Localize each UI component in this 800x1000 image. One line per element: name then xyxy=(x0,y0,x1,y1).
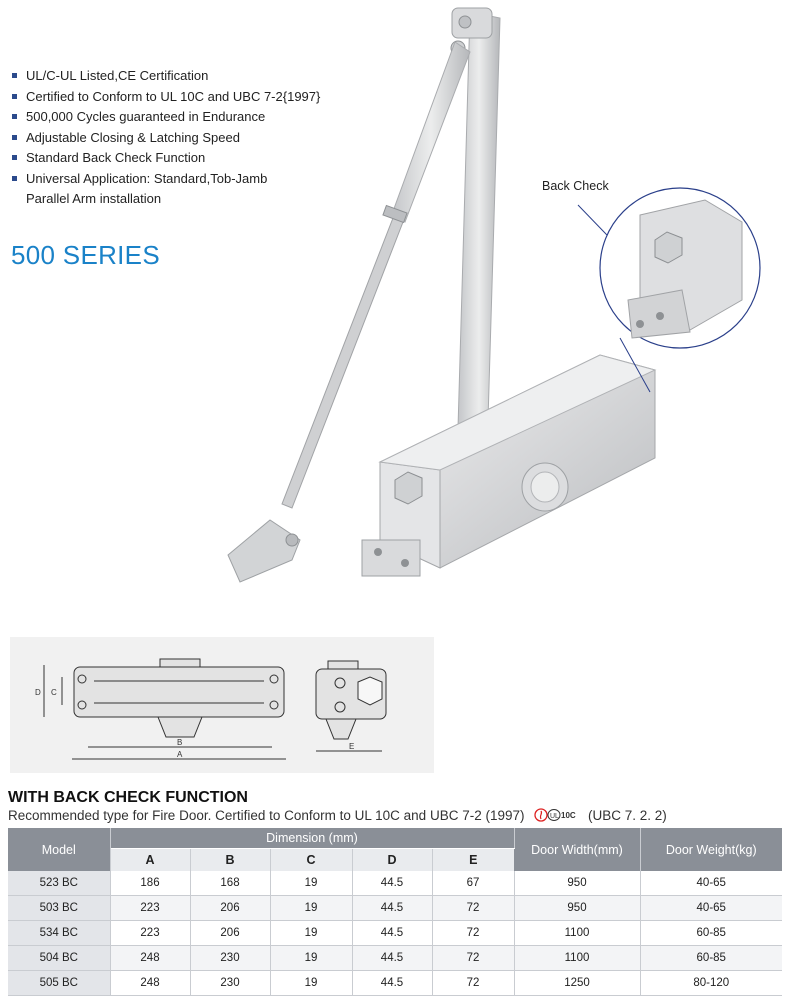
subtitle-text: Recommended type for Fire Door. Certified to Conform to UL 10C and UBC 7-2 (1997) xyxy=(8,808,525,824)
header-dim-c: C xyxy=(270,849,352,872)
header-model: Model xyxy=(8,828,110,871)
table-row: 534 BC 223 206 19 44.5 72 1100 60-85 xyxy=(8,921,782,946)
bullet-icon xyxy=(12,176,17,181)
dimension-drawing xyxy=(10,637,434,773)
feature-item: Adjustable Closing & Latching Speed xyxy=(12,128,320,149)
dim-label-b: B xyxy=(177,738,183,747)
header-dim-d: D xyxy=(352,849,432,872)
table-row: 523 BC 186 168 19 44.5 67 950 40-65 xyxy=(8,871,782,896)
feature-list xyxy=(12,66,320,210)
bullet-icon xyxy=(12,114,17,119)
ul-fire-logo-icon xyxy=(534,808,580,822)
dim-label-d: D xyxy=(35,688,41,697)
subtitle-ubc: (UBC 7. 2. 2) xyxy=(588,808,667,824)
feature-item: UL/C-UL Listed,CE Certification xyxy=(12,66,320,87)
svg-text:UL: UL xyxy=(550,813,560,820)
arm-knuckle xyxy=(452,8,492,38)
bullet-icon xyxy=(12,94,17,99)
header-dim-b: B xyxy=(190,849,270,872)
dim-label-c: C xyxy=(51,688,57,697)
bullet-icon xyxy=(12,73,17,78)
arm-shoe xyxy=(228,520,300,582)
feature-continuation: Parallel Arm installation xyxy=(26,191,162,206)
header-dim-e: E xyxy=(432,849,514,872)
section-title: WITH BACK CHECK FUNCTION xyxy=(8,789,248,806)
back-check-label: Back Check xyxy=(542,179,609,193)
header-door-weight: Door Weight(kg) xyxy=(640,828,782,871)
table-row: 505 BC 248 230 19 44.5 72 1250 80-120 xyxy=(8,971,782,996)
dim-label-e: E xyxy=(349,742,355,751)
bullet-icon xyxy=(12,155,17,160)
table-row: 503 BC 223 206 19 44.5 72 950 40-65 xyxy=(8,896,782,921)
feature-item: 500,000 Cycles guaranteed in Endurance xyxy=(12,107,320,128)
header-dimension: Dimension (mm) xyxy=(110,828,514,849)
series-title: 500 SERIES xyxy=(11,240,160,270)
table-row: 504 BC 248 230 19 44.5 72 1100 60-85 xyxy=(8,946,782,971)
main-arm xyxy=(458,12,500,428)
feature-item: Standard Back Check Function xyxy=(12,148,320,169)
spec-table xyxy=(8,828,782,996)
header-door-width: Door Width(mm) xyxy=(514,828,640,871)
section-subtitle xyxy=(8,808,667,825)
certification-logos xyxy=(534,808,580,825)
dim-label-a: A xyxy=(177,750,183,759)
header-dim-a: A xyxy=(110,849,190,872)
feature-item: Certified to Conform to UL 10C and UBC 7-2{1997} xyxy=(12,87,320,108)
forearm xyxy=(392,42,470,222)
svg-text:10C: 10C xyxy=(561,811,576,820)
feature-item: Universal Application: Standard,Tob-Jamb Parallel Arm installation xyxy=(12,169,320,210)
bullet-icon xyxy=(12,135,17,140)
